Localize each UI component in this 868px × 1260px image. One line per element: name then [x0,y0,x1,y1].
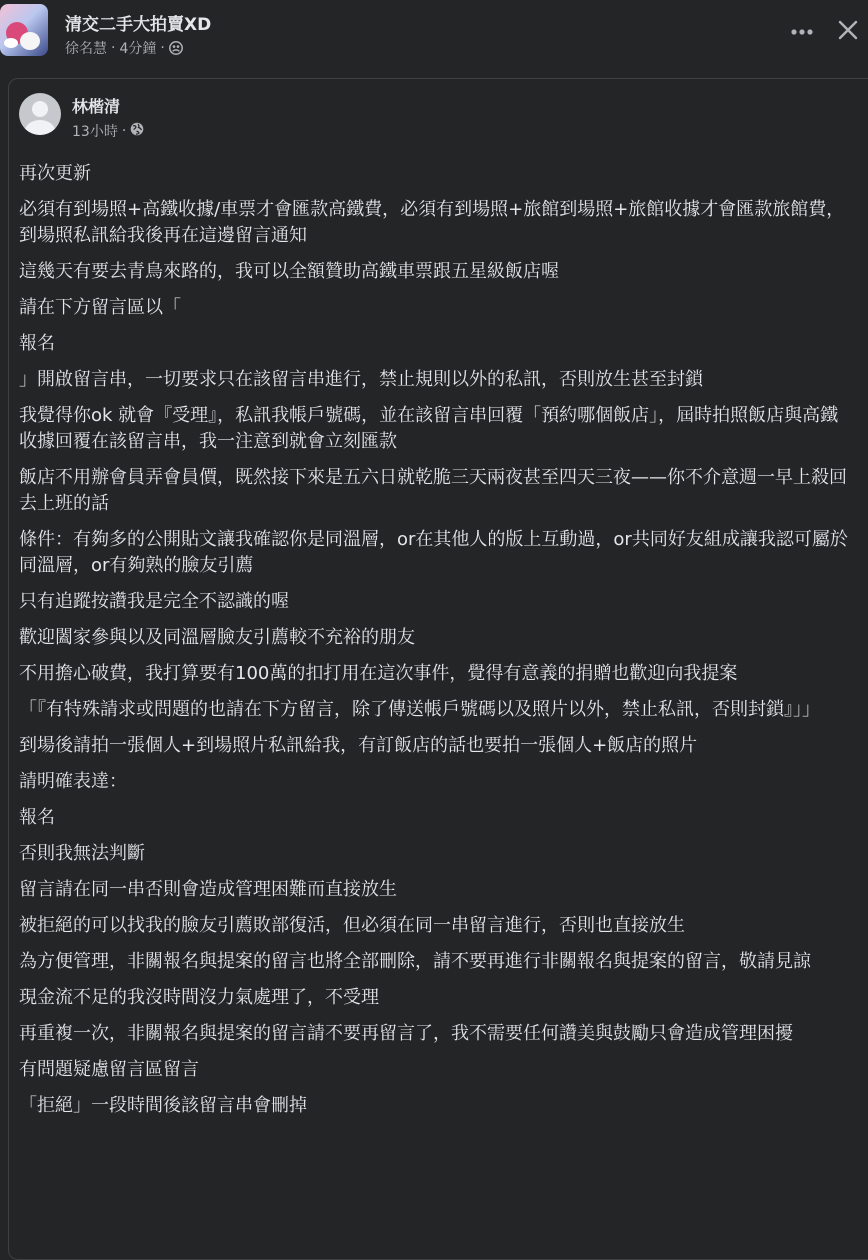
more-options-button[interactable] [784,18,820,46]
separator-dot: · [121,123,127,139]
post-paragraph: 再次更新 [19,163,91,184]
post-paragraph: 「『有特殊請求或問題的也請在下方留言，除了傳送帳戶號碼以及照片以外，禁止私訊，否則封鎖』」」 [19,699,820,720]
post-paragraph: 再重複一次，非關報名與提案的留言請不要再留言了，我不需要任何讚美與鼓勵只會造成管理困擾 [19,1023,793,1044]
post-paragraph: 現金流不足的我沒時間沒力氣處理了，不受理 [19,987,379,1008]
post-paragraph: 我覺得你ok 就會『受理』，私訊我帳戶號碼，並在該留言串回覆「預約哪個飯店」，屆時拍照飯店與高鐵收據回覆在該留言串，我一注意到就會立刻匯款 [19,405,839,452]
post-paragraph: 只有追蹤按讚我是完全不認識的喔 [19,591,289,612]
post-paragraph: 被拒絕的可以找我的臉友引薦敗部復活，但必須在同一串留言進行，否則也直接放生 [19,915,685,936]
close-icon [837,19,859,41]
post-paragraph: 飯店不用辦會員弄會員價，既然接下來是五六日就乾脆三天兩夜甚至四天三夜——你不介意週一早上殺回去上班的話 [19,467,847,514]
post-paragraph: 必須有到場照+高鐵收據/車票才會匯款高鐵費，必須有到場照+旅館到場照+旅館收據才會匯款旅館費，到場照私訊給我後再在這邊留言通知 [19,199,845,246]
close-button[interactable] [830,12,866,48]
shared-post-time[interactable]: 13小時 [72,124,118,140]
post-paragraph: 留言請在同一串否則會造成管理困難而直接放生 [19,879,397,900]
post-paragraph: 這幾天有要去青鳥來路的，我可以全額贊助高鐵車票跟五星級飯店喔 [19,261,559,282]
separator-dot: · [111,40,116,56]
post-paragraph: 報名 [19,333,55,354]
globe-icon [130,122,144,140]
post-paragraph: 請在下方留言區以「 [19,297,181,318]
group-avatar[interactable] [0,4,48,56]
group-name[interactable]: 清交二手大拍賣XD [65,15,212,35]
post-meta [65,38,183,58]
post-paragraph: 有問題疑慮留言區留言 [19,1059,199,1080]
group-audience-icon [169,41,183,55]
avatar-head-shape [32,101,48,117]
author-avatar[interactable] [19,93,61,135]
post-paragraph: 」開啟留言串，一切要求只在該留言串進行，禁止規則以外的私訊，否則放生甚至封鎖 [19,369,703,390]
author-name[interactable]: 林楷清 [72,97,121,116]
post-body [19,161,854,1129]
post-paragraph: 歡迎闔家參與以及同溫層臉友引薦較不充裕的朋友 [19,627,415,648]
post-paragraph: 不用擔心破費，我打算要有100萬的扣打用在這次事件，覺得有意義的捐贈也歡迎向我提案 [19,663,738,684]
avatar-shape [4,38,18,48]
avatar-body-shape [25,120,55,135]
author-meta [72,121,144,141]
post-paragraph: 請明確表達： [19,771,127,792]
post-header [0,0,868,62]
post-time[interactable]: 4分鐘 [119,41,157,57]
post-paragraph: 報名 [19,807,55,828]
post-paragraph: 條件：有夠多的公開貼文讓我確認你是同溫層，or在其他人的版上互動過，or共同好友組成讓我認可屬於同溫層，or有夠熟的臉友引薦 [19,529,848,576]
shared-post-card [8,78,868,1260]
avatar-shape [20,32,40,50]
post-paragraph: 為方便管理，非關報名與提案的留言也將全部刪除，請不要再進行非關報名與提案的留言，敬請見諒 [19,951,811,972]
post-paragraph: 否則我無法判斷 [19,843,145,864]
poster-name[interactable]: 徐名慧 [65,41,107,57]
ellipsis-icon [790,28,814,36]
post-paragraph: 到場後請拍一張個人+到場照片私訊給我，有訂飯店的話也要拍一張個人+飯店的照片 [19,735,698,756]
post-paragraph: 「拒絕」一段時間後該留言串會刪掉 [19,1095,307,1116]
separator-dot: · [160,40,165,56]
